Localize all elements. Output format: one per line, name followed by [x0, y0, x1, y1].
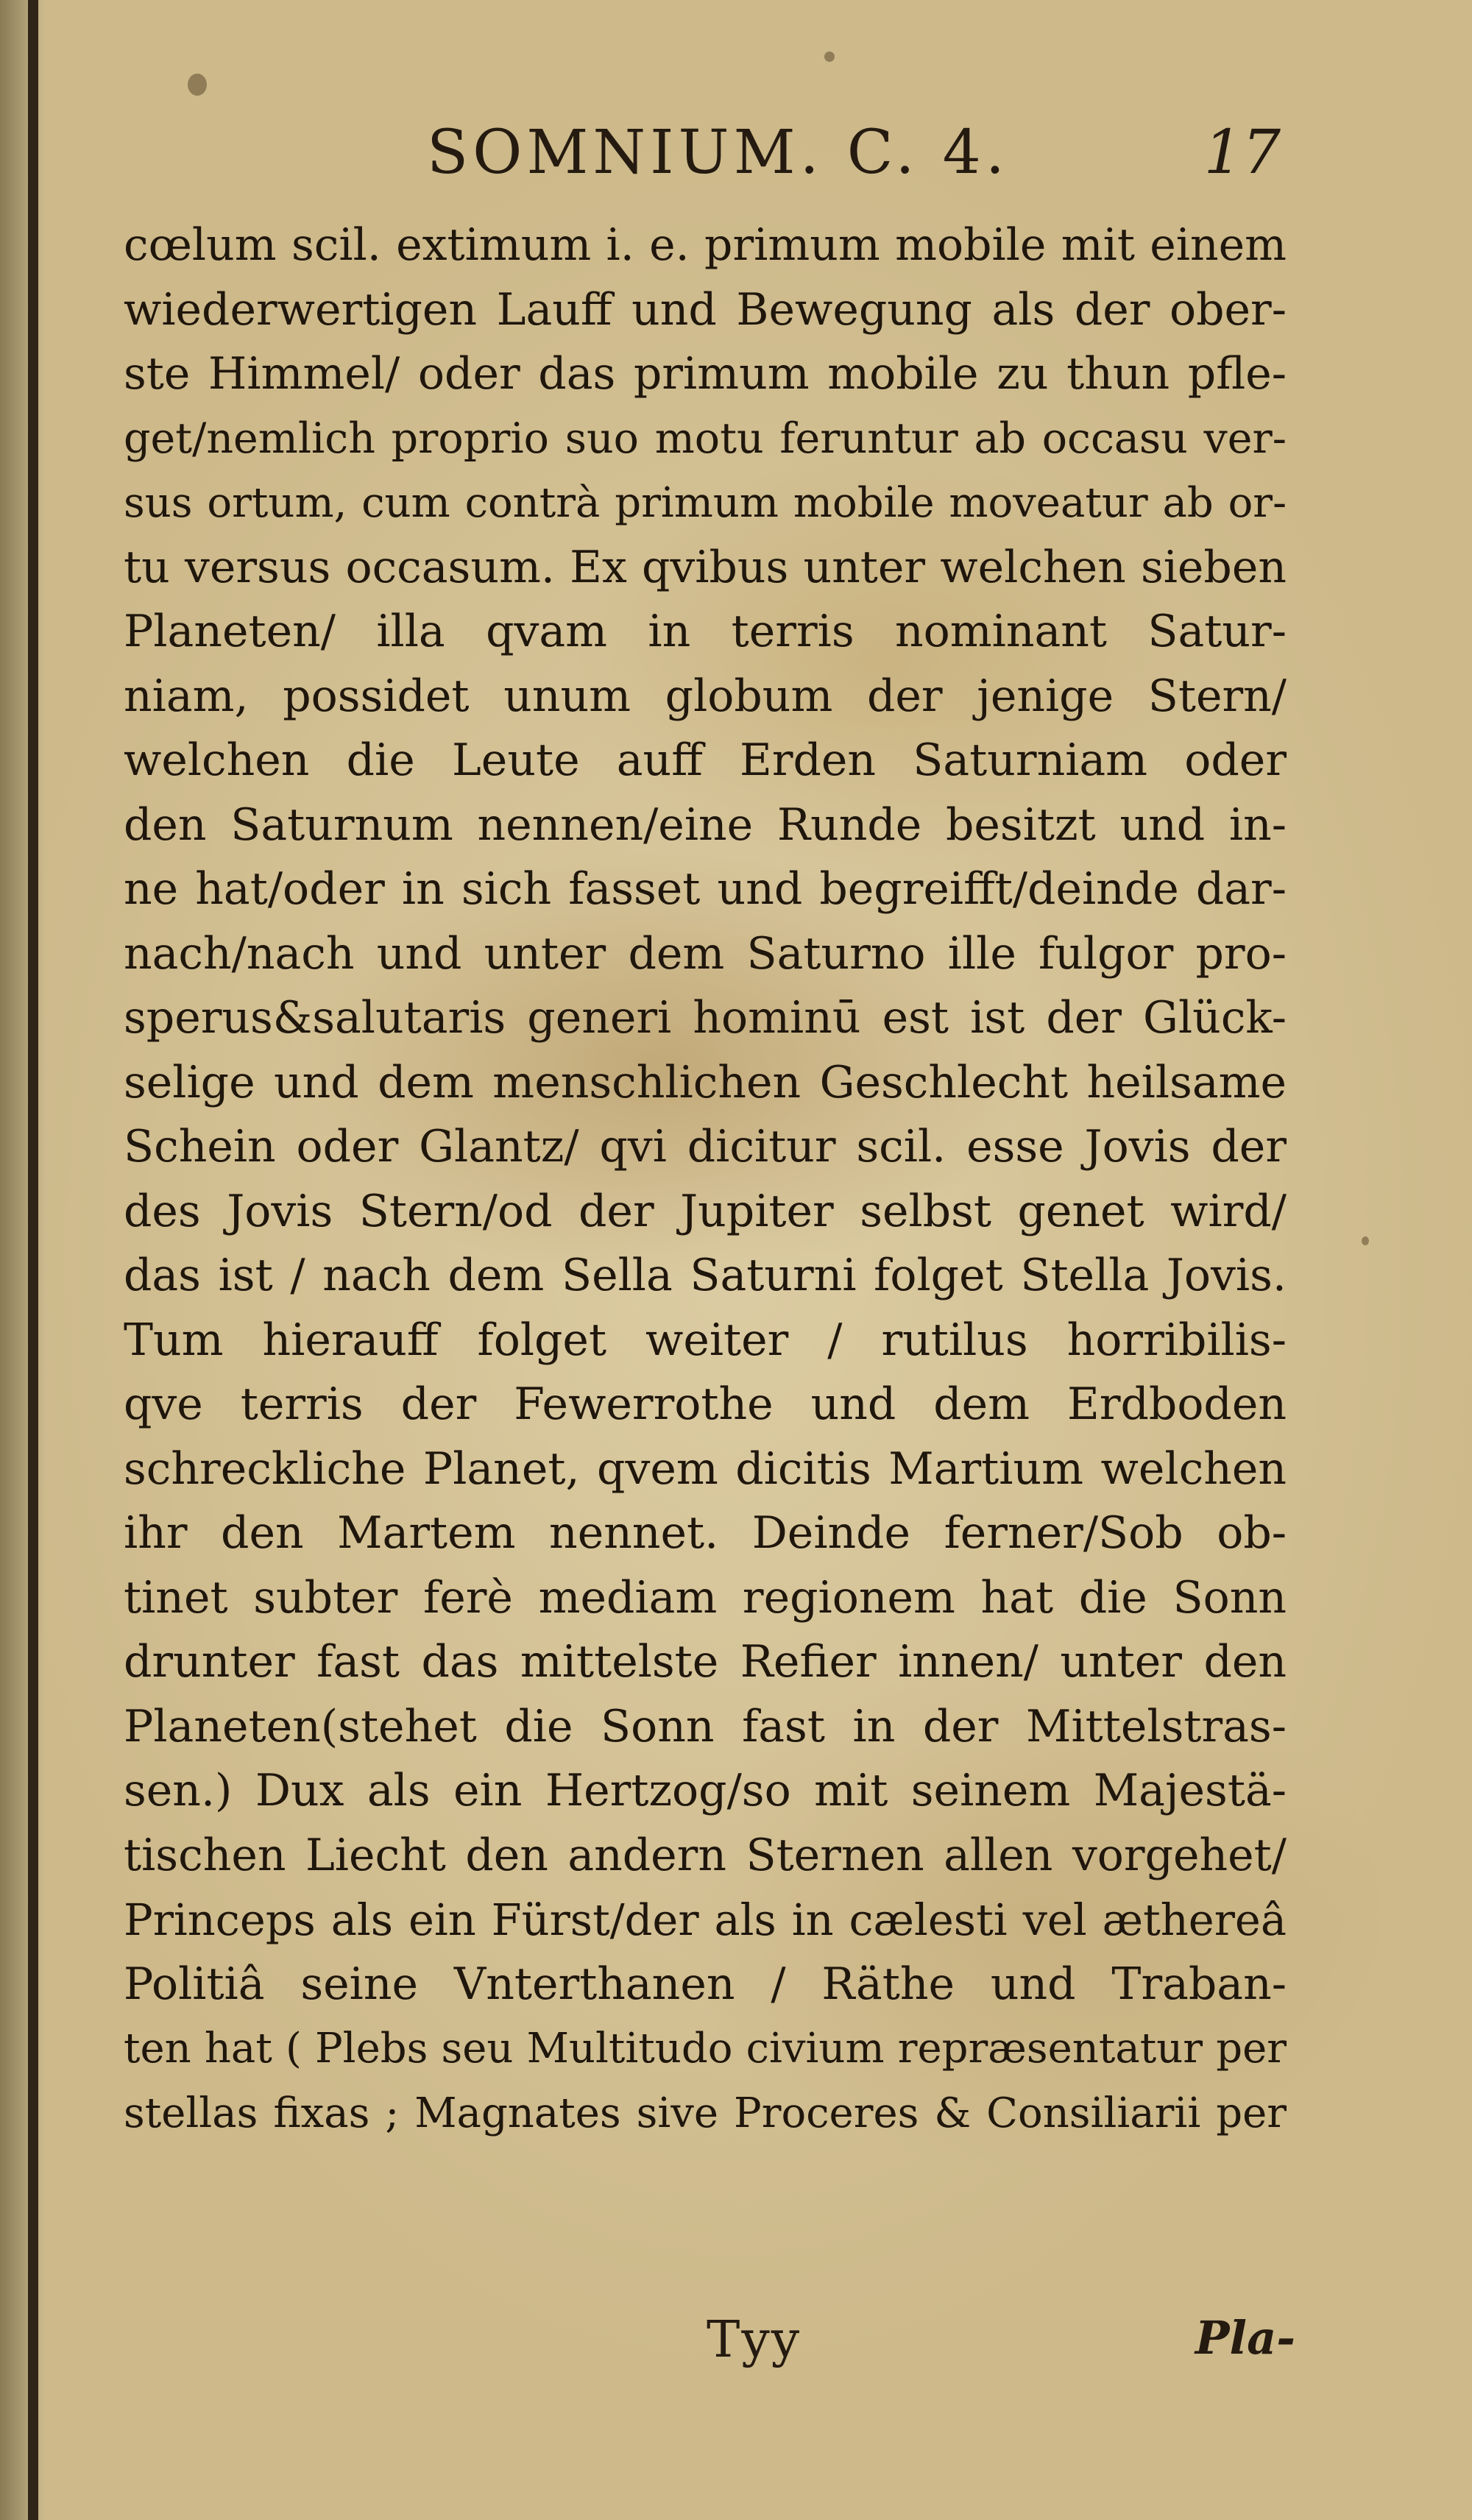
running-head: SOMNIUM. C. 4. [427, 118, 1009, 188]
text-line: Princeps als ein Fürst/der als in cælesti vel æthereâ [124, 1894, 1287, 1945]
text-line: ten hat ( Plebs seu Multitudo civium repræsentatur per [124, 2025, 1287, 2073]
text-line: Planeten/ illa qvam in terris nominant Satur- [124, 606, 1287, 657]
text-line: tischen Liecht den andern Sternen allen vorgehet/ [124, 1829, 1287, 1881]
text-line: nach/nach und unter dem Saturno ille fulgor pro- [124, 927, 1287, 980]
text-line: das ist / nach dem Sella Saturni folget Stella Jovis. [124, 1250, 1287, 1301]
text-line: welchen die Leute auff Erden Saturniam oder [124, 735, 1287, 786]
signature-mark: Tyy [707, 2311, 802, 2369]
text-block [124, 213, 1287, 2145]
text-line: drunter fast das mittelste Refier innen/ unter den [124, 1636, 1287, 1688]
text-line: Politiâ seine Vnterthanen / Räthe und Traban- [124, 1958, 1287, 2010]
text-line: get/nemlich proprio suo motu feruntur ab occasu ver- [124, 414, 1287, 463]
text-line: cœlum scil. extimum i. e. primum mobile mit einem [124, 219, 1287, 271]
page-header [427, 118, 1281, 199]
text-line: tu versus occasum. Ex qvibus unter welchen sieben [124, 541, 1287, 593]
text-line: sus ortum, cum contrà primum mobile moveatur ab or- [124, 479, 1287, 527]
gutter-shadow-line [28, 0, 38, 2520]
text-line: tinet subter ferè mediam regionem hat die Sonn [124, 1571, 1287, 1624]
text-line: ste Himmel/ oder das primum mobile zu thun pfle- [124, 348, 1287, 400]
text-line: wiederwertigen Lauff und Bewegung als der ober- [124, 283, 1287, 336]
ink-speck [824, 52, 835, 62]
text-line: qve terris der Fewerrothe und dem Erdboden [124, 1378, 1287, 1430]
page-footer [707, 2311, 1295, 2377]
ink-speck [1362, 1236, 1369, 1245]
text-line: ihr den Martem nennet. Deinde ferner/Sob ob- [124, 1507, 1287, 1559]
text-line: selige und dem menschlichen Geschlecht heilsame [124, 1056, 1287, 1108]
text-line: Planeten(stehet die Sonn fast in der Mittelstras- [124, 1700, 1287, 1752]
text-line: sen.) Dux als ein Hertzog/so mit seinem Majestä- [124, 1765, 1287, 1816]
text-line: Schein oder Glantz/ qvi dicitur scil. esse Jovis der [124, 1121, 1287, 1172]
text-line: des Jovis Stern/od der Jupiter selbst genet wird/ [124, 1185, 1287, 1237]
text-line: schreckliche Planet, qvem dicitis Martium welchen [124, 1443, 1287, 1495]
text-line: den Saturnum nennen/eine Runde besitzt und in- [124, 799, 1287, 851]
catchword: Pla- [1195, 2311, 1295, 2365]
ink-speck [188, 74, 207, 96]
page-number: 17 [1203, 118, 1281, 188]
text-line: sperus&salutaris generi hominū est ist der Glück- [124, 992, 1287, 1044]
text-line: stellas fixas ; Magnates sive Proceres & Consiliarii per [124, 2089, 1287, 2137]
text-line: Tum hierauff folget weiter / rutilus horribilis- [124, 1314, 1287, 1366]
text-line: niam, possidet unum globum der jenige Stern/ [124, 670, 1287, 722]
text-line: ne hat/oder in sich fasset und begreifft/deinde dar- [124, 863, 1287, 915]
